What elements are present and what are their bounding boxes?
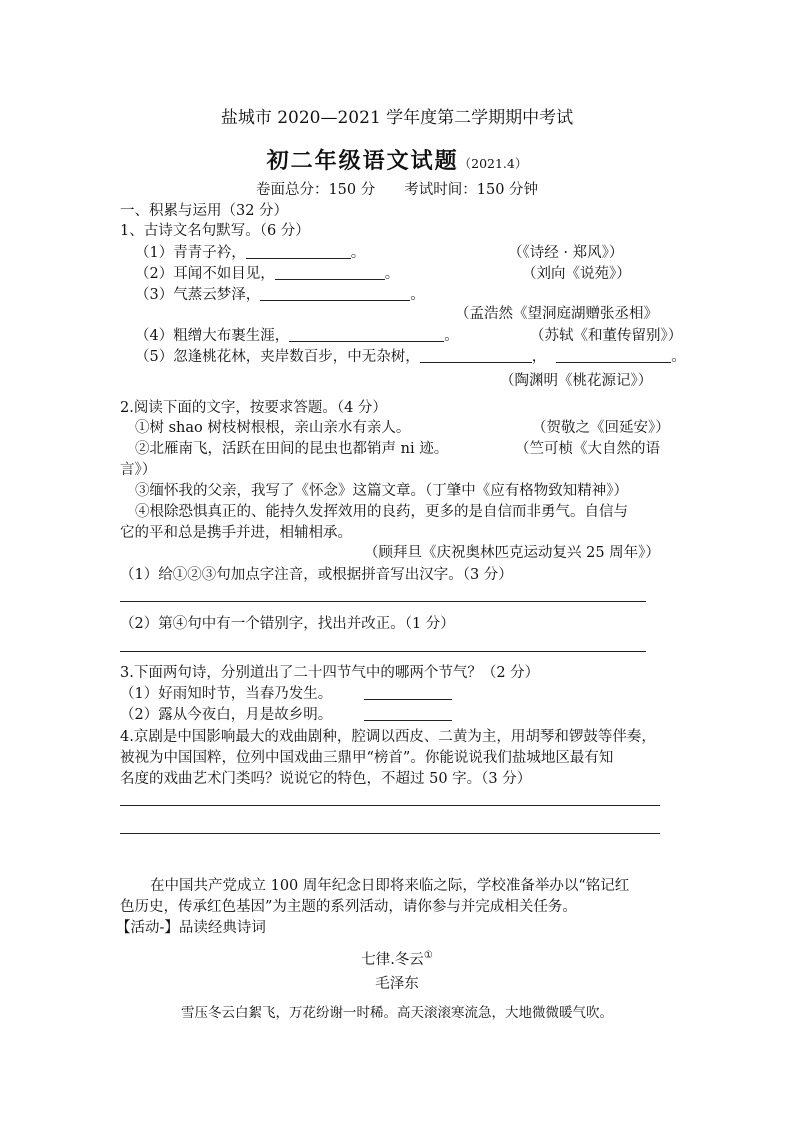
answer-blank[interactable]	[420, 348, 532, 363]
exam-title: 盐城市 2020—2021 学年度第二学期期中考试	[220, 108, 574, 128]
intro-line-2: 色历史，传承红色基因”为主题的系列活动，请你参与并完成相关任务。	[120, 899, 577, 915]
question-4-line-1: 4.京剧是中国影响最大的戏曲剧种，腔调以西皮、二黄为主，用胡琴和锣鼓等伴奏，	[120, 729, 656, 745]
q1-line-5-end: 。	[671, 349, 686, 365]
q2-sentence-4-cont: 它的平和总是携手并进，相辅相承。	[120, 525, 352, 541]
q3-poem-2	[120, 705, 452, 725]
activity-heading: 【活动-】品读经典诗词	[116, 920, 266, 936]
q1-line-2-end: 。	[384, 266, 400, 282]
q1-line-2-prompt: （2）耳闻不如目见，	[135, 266, 275, 282]
q1-line-5-sep: ，	[531, 349, 547, 365]
poem-footnote-mark: ①	[423, 950, 433, 961]
poem-title: 七律.冬云	[361, 951, 424, 968]
question-2-stem: 2.阅读下面的文字，按要求答题。（4 分）	[120, 400, 387, 416]
q1-line-5-source: （陶渊明《桃花源记》）	[500, 373, 653, 389]
q2-sentence-4-source: （顾拜旦《庆祝奥林匹克运动复兴 25 周年》）	[364, 545, 660, 561]
question-4-line-3: 名度的戏曲艺术门类吗？说说它的特色，不超过 50 字。（3 分）	[120, 771, 532, 787]
poem-line-1: 雪压冬云白絮飞，万花纷谢一时稀。高天滚滚寒流急，大地微微暖气吹。	[181, 1005, 613, 1021]
exam-meta: 卷面总分：150 分 考试时间：150 分钟	[255, 182, 539, 198]
q2-sentence-2: ②北雁南飞，活跃在田间的昆虫也都销声 ni 迹。	[135, 441, 449, 457]
answer-blank[interactable]	[246, 244, 351, 259]
question-4-line-2: 被视为中国国粹，位列中国戏曲三鼎甲“榜首”。你能说说我们盐城地区最有知	[120, 750, 614, 766]
q1-line-5-prompt: （5）忽逢桃花林，夹岸数百步，中无杂树，	[135, 349, 420, 365]
q1-line-1-end: 。	[350, 245, 366, 261]
answer-line[interactable]	[120, 651, 646, 652]
q1-line-1-prompt: （1）青青子衿，	[135, 245, 246, 261]
q2-sentence-4: ④根除恐惧真正的、能持久发挥效用的良药，更多的是自信而非勇气。自信与	[135, 504, 628, 520]
q1-line-2	[135, 264, 399, 284]
q1-line-3	[135, 285, 425, 305]
question-1-stem: 1、古诗文名句默写。（6 分）	[120, 223, 310, 239]
q1-line-1	[135, 243, 365, 263]
q2-sentence-1-source: （贺敬之《回延安》）	[532, 420, 670, 436]
answer-line[interactable]	[120, 833, 660, 834]
q2-sub-1: （1）给①②③句加点字注音，或根据拼音写出汉字。（3 分）	[120, 567, 513, 583]
poem-title-row	[0, 946, 794, 970]
q2-sentence-3: ③缅怀我的父亲，我写了《怀念》这篇文章。（丁肇中《应有格物致知精神》）	[135, 483, 628, 499]
q1-line-4	[135, 326, 459, 346]
paper-title-row	[0, 146, 794, 179]
answer-blank[interactable]	[364, 706, 452, 721]
answer-blank[interactable]	[556, 348, 671, 363]
paper-title: 初二年级语文试题	[266, 148, 459, 174]
q1-line-1-source: （《诗经 · 郑风》）	[508, 245, 624, 261]
answer-line[interactable]	[120, 601, 646, 602]
answer-blank[interactable]	[289, 327, 444, 342]
paper-date: （2021.4）	[458, 156, 528, 171]
q2-sentence-2-cont: 言》）	[120, 462, 157, 478]
q1-line-4-source: （苏轼《和董传留别》）	[530, 328, 683, 344]
q1-line-2-source: （刘向《说苑》）	[522, 266, 631, 282]
q1-line-3-source: （孟浩然《望洞庭湖赠张丞相》	[455, 306, 658, 322]
answer-blank[interactable]	[275, 265, 385, 280]
q1-line-4-end: 。	[444, 328, 459, 344]
q1-line-4-prompt: （4）粗缯大布裹生涯，	[135, 328, 290, 344]
q1-line-3-end: 。	[410, 287, 425, 303]
section-heading: 一、积累与运用（32 分）	[120, 203, 289, 219]
q3-poem-1-text: （1）好雨知时节，当春乃发生。	[120, 686, 333, 702]
q2-sentence-1: ①树 shao 树枝树根根，亲山亲水有亲人。	[135, 420, 411, 436]
q3-poem-2-text: （2）露从今夜白，月是故乡明。	[120, 707, 333, 723]
intro-line-1: 在中国共产党成立 100 周年纪念日即将来临之际，学校准备举办以“铭记红	[150, 878, 630, 894]
q1-line-5	[135, 347, 686, 367]
question-3-stem: 3.下面两句诗，分别道出了二十四节气中的哪两个节气？（2 分）	[120, 665, 540, 681]
poem-author: 毛泽东	[375, 976, 419, 992]
q2-sub-2: （2）第④句中有一个错别字，找出并改正。（1 分）	[120, 616, 455, 632]
q1-line-3-prompt: （3）气蒸云梦泽，	[135, 287, 261, 303]
q3-poem-1	[120, 684, 452, 704]
answer-blank[interactable]	[260, 286, 410, 301]
answer-line[interactable]	[120, 805, 660, 806]
answer-blank[interactable]	[364, 685, 452, 700]
q2-sentence-2-source: （竺可桢《大自然的语	[515, 441, 660, 457]
